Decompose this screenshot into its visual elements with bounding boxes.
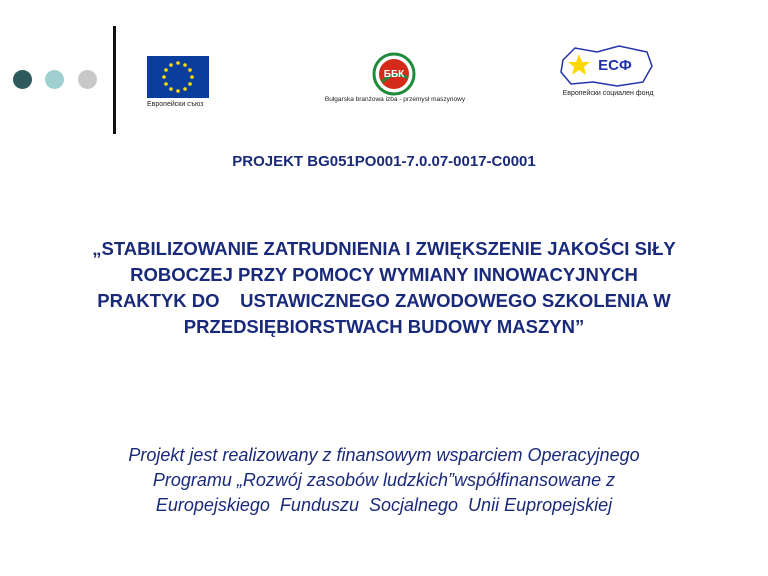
esf-logo-icon [557, 42, 657, 92]
decoration-dot-light [45, 70, 64, 89]
title-line: ROBOCZEJ PRZY POMOCY WYMIANY INNOWACYJNYCH [130, 264, 638, 285]
eu-flag-icon [147, 56, 209, 98]
decoration-dot-dark [13, 70, 32, 89]
footer-line: Europejskiego Funduszu Socjalnego Unii Eupropejskiej [155, 495, 613, 515]
title-line: PRAKTYK DO USTAWICZNEGO ZAWODOWEGO SZKOLENIA W [97, 290, 671, 311]
project-title [20, 236, 748, 340]
esf-caption: Европейски социален фонд [562, 90, 654, 97]
bbk-mark-text: ББК [383, 69, 405, 80]
title-line: PRZEDSIĘBIORSTWACH BUDOWY MASZYN” [183, 316, 585, 337]
bbk-logo-icon [372, 52, 416, 96]
esf-mark-text: ЕСФ [598, 57, 632, 74]
funding-statement [30, 443, 738, 518]
decoration-dot-grey [78, 70, 97, 89]
bbk-caption: Bułgarska branżowa izba - przemysł maszynowy [324, 96, 466, 103]
footer-line: Programu „Rozwój zasobów ludzkich”współfinansowane z [152, 470, 616, 490]
footer-line: Projekt jest realizowany z finansowym wsparciem Operacyjnego [128, 445, 640, 465]
project-id: PROJEKT BG051PO001-7.0.07-0017-C0001 [232, 153, 536, 170]
eu-caption: Европейски съюз [147, 101, 204, 108]
vertical-divider [113, 26, 116, 134]
title-line: „STABILIZOWANIE ZATRUDNIENIA I ZWIĘKSZENIE JAKOŚCI SIŁY [92, 238, 676, 259]
